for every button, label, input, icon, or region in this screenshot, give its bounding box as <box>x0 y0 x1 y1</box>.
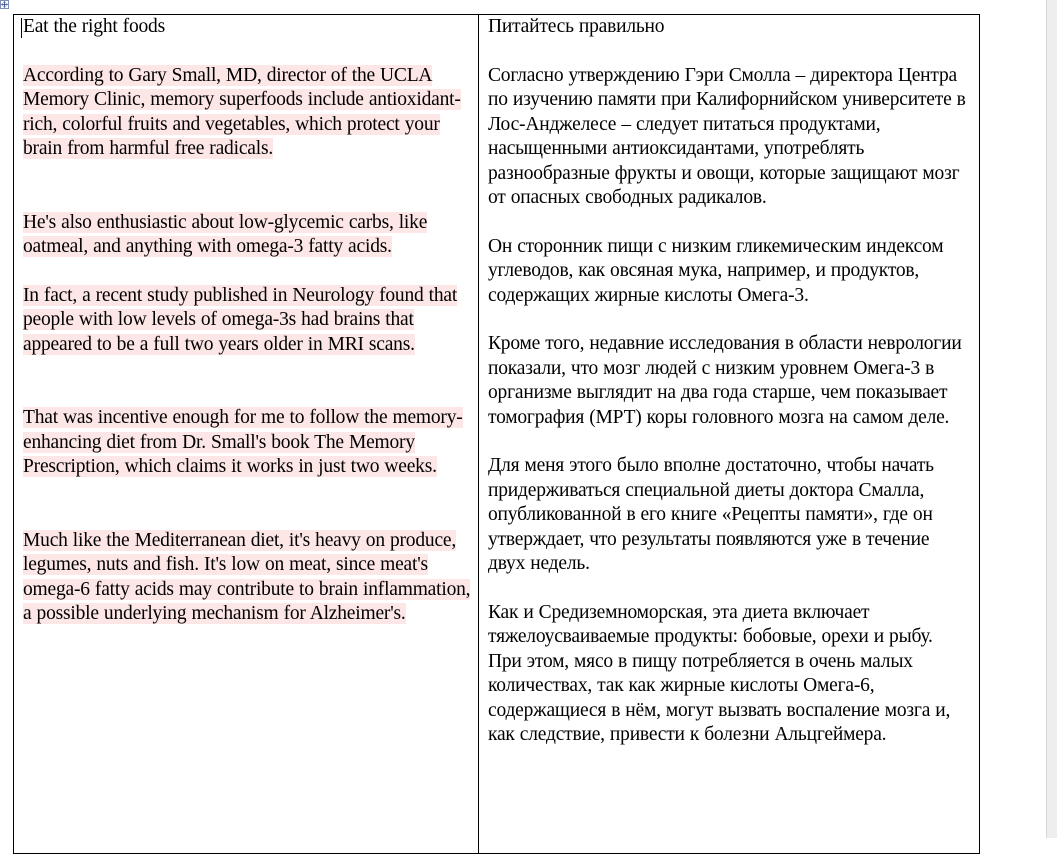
russian-paragraph: Для меня этого было вполне достаточно, чтобы начать придерживаться специальной диеты доктора Смалла, опубликованной в его книге «Рецепты памяти», где он утверждает, что результаты появляются уже в течение двух недель. <box>488 455 934 574</box>
russian-column-cell[interactable] <box>479 15 980 854</box>
english-paragraph: In fact, a recent study published in Neurology found that people with low levels of omega-3s had brains that appeared to be a full two years older in MRI scans. <box>23 284 458 355</box>
text-cursor <box>21 18 22 38</box>
english-paragraph: That was incentive enough for me to follow the memory-enhancing diet from Dr. Small's book The Memory Prescription, which claims it works in just two weeks. <box>23 407 463 477</box>
russian-heading: Питайтесь правильно <box>488 16 665 37</box>
russian-paragraph: Кроме того, недавние исследования в области неврологии показали, что мозг людей с низким уровнем Омега-3 в организме выглядит на два года старше, чем показывает томография (МРТ) коры головного мозга на самом деле. <box>488 333 962 428</box>
table-move-handle[interactable] <box>0 0 9 9</box>
english-paragraph: He's also enthusiastic about low-glycemic carbs, like oatmeal, and anything with omega-3 fatty acids. <box>23 211 428 257</box>
russian-paragraph: Согласно утверждению Гэри Смолла – директора Центра по изучению памяти при Калифорнийском университете в Лос-Анджелесе – следует питаться продуктами, насыщенными антиоксидантами, употреблять разнообразные фрукты и овощи, которые защищают мозг от опасных свободных радикалов. <box>488 64 966 208</box>
table-row <box>14 15 980 854</box>
english-paragraph: According to Gary Small, MD, director of the UCLA Memory Clinic, memory superfoods include antioxidant-rich, colorful fruits and vegetables, which protect your brain from harmful free radicals. <box>23 64 461 159</box>
translation-table <box>13 14 980 854</box>
english-paragraph: Much like the Mediterranean diet, it's heavy on produce, legumes, nuts and fish. It's low on meat, since meat's omega-6 fatty acids may contribute to brain inflammation, a possible underlying mechanism for Alzheimer's. <box>23 529 471 624</box>
russian-paragraph: Он сторонник пищи с низким гликемическим индексом углеводов, как овсяная мука, например, и продуктов, содержащих жирные кислоты Омега-3. <box>488 235 944 306</box>
english-heading: Eat the right foods <box>23 16 165 37</box>
vertical-scrollbar[interactable] <box>1046 0 1057 838</box>
move-arrows-icon <box>1 1 8 8</box>
english-column-cell[interactable] <box>14 15 479 854</box>
russian-paragraph: Как и Средиземноморская, эта диета включает тяжелоусваиваемые продукты: бобовые, орехи и рыбу. При этом, мясо в пищу потребляется в очень малых количествах, так как жирные кислоты Омега-6, содержащиеся в нём, могут вызвать воспаление мозга и, как следствие, привести к болезни Альцгеймера. <box>488 601 951 745</box>
